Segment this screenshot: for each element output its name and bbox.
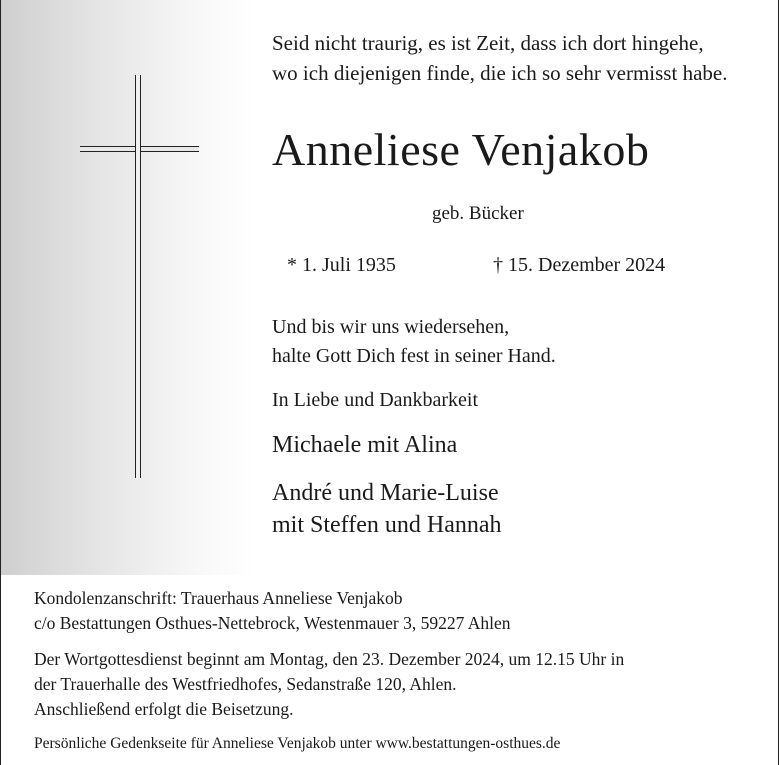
service-line-2: der Trauerhalle des Westfriedhofes, Sedanstraße 120, Ahlen. (34, 674, 457, 694)
condolence-line-2: c/o Bestattungen Osthues-Nettebrock, Westenmauer 3, 59227 Ahlen (34, 613, 511, 633)
condolence-address (34, 586, 511, 636)
service-info (34, 647, 624, 722)
deceased-name: Anneliese Venjakob (272, 124, 650, 175)
death-date: † 15. Dezember 2024 (493, 254, 666, 276)
gradient-background (1, 0, 256, 575)
verse-line-2: halte Gott Dich fest in seiner Hand. (272, 345, 556, 367)
condolence-line-1: Kondolenzanschrift: Trauerhaus Anneliese Venjakob (34, 588, 403, 608)
family-line-2: André und Marie-Luise (272, 480, 499, 506)
memorial-page-note: Persönliche Gedenkseite für Anneliese Venjakob unter www.bestattungen-osthues.de (34, 735, 561, 752)
birth-date: * 1. Juli 1935 (287, 254, 396, 276)
verse-line-1: Und bis wir uns wiedersehen, (272, 316, 510, 338)
service-line-3: Anschließend erfolgt die Beisetzung. (34, 699, 294, 719)
family-line-3: mit Steffen und Hannah (272, 512, 502, 538)
opening-poem (272, 28, 727, 88)
family-mourner-2 (272, 477, 502, 541)
poem-line-2: wo ich diejenigen finde, die ich so sehr vermisst habe. (272, 61, 728, 85)
poem-line-1: Seid nicht traurig, es ist Zeit, dass ich dort hingehe, (272, 31, 704, 55)
gratitude-line: In Liebe und Dankbarkeit (272, 389, 479, 411)
maiden-name: geb. Bücker (432, 203, 524, 224)
family-mourner-1: Michaele mit Alina (272, 432, 458, 458)
service-line-1: Der Wortgottesdienst beginnt am Montag, den 23. Dezember 2024, um 12.15 Uhr in (34, 649, 625, 669)
cross-upright (135, 75, 141, 478)
farewell-verse (272, 313, 556, 371)
